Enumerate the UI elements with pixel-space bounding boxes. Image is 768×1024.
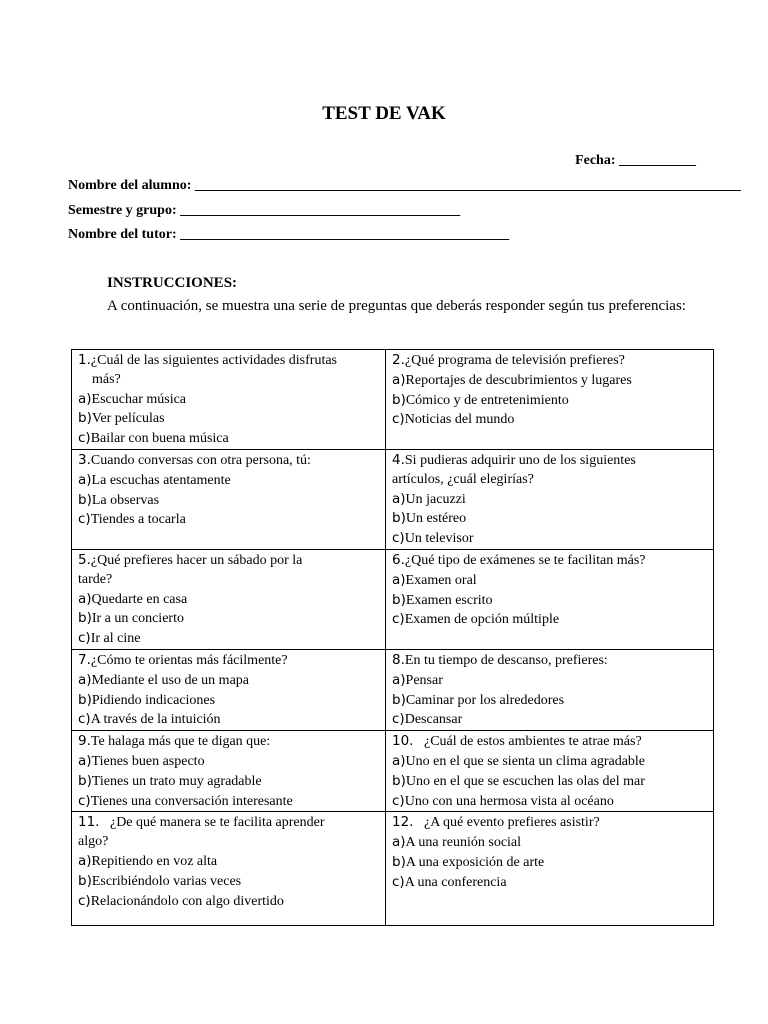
question-header	[78, 732, 379, 752]
option-letter: b)	[78, 872, 92, 889]
question-header	[392, 551, 707, 571]
question-cell-10	[386, 731, 714, 812]
option-letter: c)	[78, 892, 91, 909]
option-text: Pidiendo indicaciones	[91, 692, 216, 708]
option-text: A una reunión social	[405, 835, 522, 851]
question-number: 12.	[392, 814, 414, 831]
question-header	[78, 351, 379, 371]
option-letter: c)	[78, 630, 91, 647]
option-text: Escribiéndolo varias veces	[91, 873, 242, 889]
option-text: Repitiendo en voz alta	[91, 853, 218, 869]
answer-option[interactable]	[78, 772, 379, 792]
option-text: Noticias del mundo	[404, 412, 515, 428]
option-letter: a)	[392, 371, 406, 388]
answer-option[interactable]	[392, 752, 707, 772]
answer-option[interactable]	[78, 590, 379, 610]
option-text: Tiendes a tocarla	[90, 512, 186, 528]
question-header	[392, 651, 707, 671]
option-text: Pensar	[405, 672, 443, 688]
question-cell-5	[72, 549, 386, 649]
option-text: Un estéreo	[405, 511, 467, 527]
option-letter: a)	[78, 471, 92, 488]
option-letter: c)	[392, 792, 405, 809]
answer-option[interactable]	[78, 691, 379, 711]
question-number: 11.	[78, 814, 100, 831]
answer-option[interactable]	[392, 529, 707, 549]
option-text: Relacionándolo con algo divertido	[90, 893, 284, 909]
question-cell-8	[386, 649, 714, 730]
answer-option[interactable]	[392, 571, 707, 591]
question-number: 7.	[78, 651, 91, 668]
question-row	[72, 549, 714, 649]
question-row	[72, 812, 714, 926]
option-letter: b)	[392, 391, 406, 408]
answer-option[interactable]	[78, 629, 379, 649]
option-text: Escuchar música	[91, 391, 187, 407]
option-text: Mediante el uso de un mapa	[91, 672, 249, 688]
question-text: ¿A qué evento prefieres asistir?	[423, 815, 600, 831]
option-letter: a)	[392, 571, 406, 588]
document-title: TEST DE VAK	[322, 103, 446, 124]
option-letter: b)	[78, 491, 92, 508]
option-text: Descansar	[404, 712, 463, 728]
question-number: 1.	[78, 352, 91, 368]
option-text: Uno en el que se escuchen las olas del mar	[405, 773, 645, 789]
answer-option[interactable]	[392, 772, 707, 792]
option-letter: c)	[78, 792, 91, 809]
question-text-continued: algo?	[78, 834, 109, 850]
option-letter: b)	[78, 610, 92, 627]
option-text: Reportajes de descubrimientos y lugares	[405, 372, 632, 388]
option-letter: a)	[78, 752, 92, 769]
question-cell-1	[72, 350, 386, 450]
answer-option[interactable]	[78, 752, 379, 772]
semester-group-field[interactable]: Semestre y grupo: ________________________________________	[68, 203, 461, 218]
date-field[interactable]: Fecha: ___________	[575, 153, 696, 168]
question-text: ¿Cómo te orientas más fácilmente?	[90, 652, 288, 668]
question-text: ¿Qué programa de televisión prefieres?	[404, 353, 625, 368]
answer-option[interactable]	[392, 490, 707, 510]
question-cell-4	[386, 449, 714, 549]
option-text: Tienes un trato muy agradable	[91, 773, 262, 789]
answer-option[interactable]	[78, 872, 379, 892]
answer-option[interactable]	[392, 509, 707, 529]
option-text: Examen escrito	[405, 592, 493, 608]
option-text: Ir a un concierto	[91, 611, 184, 627]
question-header	[392, 351, 707, 371]
answer-option[interactable]	[392, 792, 707, 812]
instructions-text: A continuación, se muestra una serie de preguntas que deberás responder según tus preferencias:	[107, 298, 686, 314]
question-text: ¿Cuál de estos ambientes te atrae más?	[423, 734, 642, 750]
question-text-continued: tarde?	[78, 571, 113, 587]
option-text: Ir al cine	[90, 631, 141, 647]
option-letter: b)	[392, 853, 406, 870]
question-text: Te halaga más que te digan que:	[90, 734, 271, 750]
option-letter: a)	[78, 852, 92, 869]
answer-option[interactable]	[392, 710, 707, 730]
answer-option[interactable]	[78, 671, 379, 691]
answer-option[interactable]	[78, 409, 379, 429]
option-letter: c)	[392, 711, 405, 728]
option-letter: b)	[392, 591, 406, 608]
option-text: Quedarte en casa	[91, 591, 188, 607]
question-number: 10.	[392, 733, 414, 750]
option-letter: c)	[392, 873, 405, 890]
question-number: 3.	[78, 451, 91, 468]
answer-option[interactable]	[392, 410, 707, 430]
option-letter: c)	[392, 611, 405, 628]
question-header	[78, 813, 379, 833]
question-cell-3	[72, 449, 386, 549]
option-letter: a)	[392, 671, 406, 688]
question-header	[78, 551, 379, 571]
option-text: A través de la intuición	[90, 712, 221, 728]
option-letter: a)	[392, 834, 406, 851]
question-text-continued: artículos, ¿cuál elegirías?	[392, 471, 534, 487]
answer-option[interactable]	[392, 873, 707, 893]
answer-option[interactable]	[392, 833, 707, 853]
answer-option[interactable]	[78, 429, 379, 449]
option-letter: b)	[392, 691, 406, 708]
option-text: Tienes una conversación interesante	[90, 793, 293, 809]
question-header	[392, 813, 707, 833]
option-text: La observas	[91, 492, 160, 508]
option-letter: a)	[78, 671, 92, 688]
question-text: ¿Qué prefieres hacer un sábado por la	[90, 552, 303, 568]
question-number: 4.	[392, 451, 405, 468]
answer-option[interactable]	[78, 852, 379, 872]
option-letter: c)	[78, 711, 91, 728]
option-letter: c)	[392, 530, 405, 547]
answer-option[interactable]	[392, 371, 707, 391]
option-letter: a)	[78, 590, 92, 607]
question-cell-12	[386, 812, 714, 926]
answer-option[interactable]	[78, 510, 379, 530]
option-text: Examen oral	[405, 572, 477, 588]
option-letter: b)	[78, 410, 92, 427]
answer-option[interactable]	[392, 671, 707, 691]
question-cell-7	[72, 649, 386, 730]
question-cell-2	[386, 350, 714, 450]
questions-table	[71, 349, 714, 926]
option-letter: b)	[392, 510, 406, 527]
question-header	[78, 451, 379, 471]
question-cell-11	[72, 812, 386, 926]
question-number: 6.	[392, 551, 405, 568]
answer-option[interactable]	[78, 609, 379, 629]
answer-option[interactable]	[392, 610, 707, 630]
option-letter: a)	[392, 490, 406, 507]
question-row	[72, 731, 714, 812]
option-letter: a)	[392, 752, 406, 769]
option-letter: b)	[392, 772, 406, 789]
option-text: Uno con una hermosa vista al océano	[404, 793, 614, 809]
question-text-continued: más?	[92, 371, 121, 387]
question-text: ¿Cuál de las siguientes actividades disfrutas	[90, 353, 337, 368]
question-header	[392, 732, 707, 752]
answer-option[interactable]	[392, 391, 707, 411]
student-name-field[interactable]: Nombre del alumno: ______________________________________________________________________________	[68, 178, 741, 193]
option-letter: b)	[78, 691, 92, 708]
option-text: Cómico y de entretenimiento	[405, 392, 569, 408]
option-letter: c)	[392, 411, 405, 428]
option-text: A una conferencia	[404, 874, 507, 890]
question-row	[72, 649, 714, 730]
answer-option[interactable]	[392, 853, 707, 873]
option-text: Un televisor	[404, 531, 474, 547]
question-row	[72, 350, 714, 450]
option-text: La escuchas atentamente	[91, 472, 231, 488]
option-text: Examen de opción múltiple	[404, 612, 560, 628]
answer-option[interactable]	[78, 792, 379, 812]
instructions-heading: INSTRUCCIONES:	[107, 275, 238, 291]
option-text: Un jacuzzi	[405, 491, 466, 507]
question-number: 8.	[392, 651, 405, 668]
option-text: Ver películas	[91, 411, 165, 427]
question-number: 5.	[78, 551, 91, 568]
question-number: 2.	[392, 352, 405, 368]
answer-option[interactable]	[78, 390, 379, 410]
answer-option[interactable]	[392, 691, 707, 711]
answer-option[interactable]	[78, 471, 379, 491]
question-cell-9	[72, 731, 386, 812]
question-text: Cuando conversas con otra persona, tú:	[90, 452, 311, 468]
question-row	[72, 449, 714, 549]
answer-option[interactable]	[392, 591, 707, 611]
question-text: ¿Qué tipo de exámenes se te facilitan más?	[404, 552, 646, 568]
option-text: Caminar por los alrededores	[405, 692, 565, 708]
answer-option[interactable]	[78, 710, 379, 730]
question-cell-6	[386, 549, 714, 649]
option-letter: b)	[78, 772, 92, 789]
question-text: En tu tiempo de descanso, prefieres:	[404, 652, 608, 668]
option-letter: c)	[78, 430, 91, 447]
tutor-name-field[interactable]: Nombre del tutor: _______________________________________________	[68, 227, 510, 242]
question-header	[78, 651, 379, 671]
question-text: Si pudieras adquirir uno de los siguientes	[404, 452, 636, 468]
question-number: 9.	[78, 733, 91, 750]
option-text: Uno en el que se sienta un clima agradable	[405, 753, 646, 769]
option-text: Bailar con buena música	[90, 431, 229, 447]
answer-option[interactable]	[78, 892, 379, 912]
answer-option[interactable]	[78, 491, 379, 511]
option-text: Tienes buen aspecto	[91, 753, 205, 769]
option-letter: a)	[78, 390, 92, 407]
question-text: ¿De qué manera se te facilita aprender	[109, 815, 325, 831]
option-letter: c)	[78, 511, 91, 528]
option-text: A una exposición de arte	[405, 854, 545, 870]
question-header	[392, 451, 707, 471]
